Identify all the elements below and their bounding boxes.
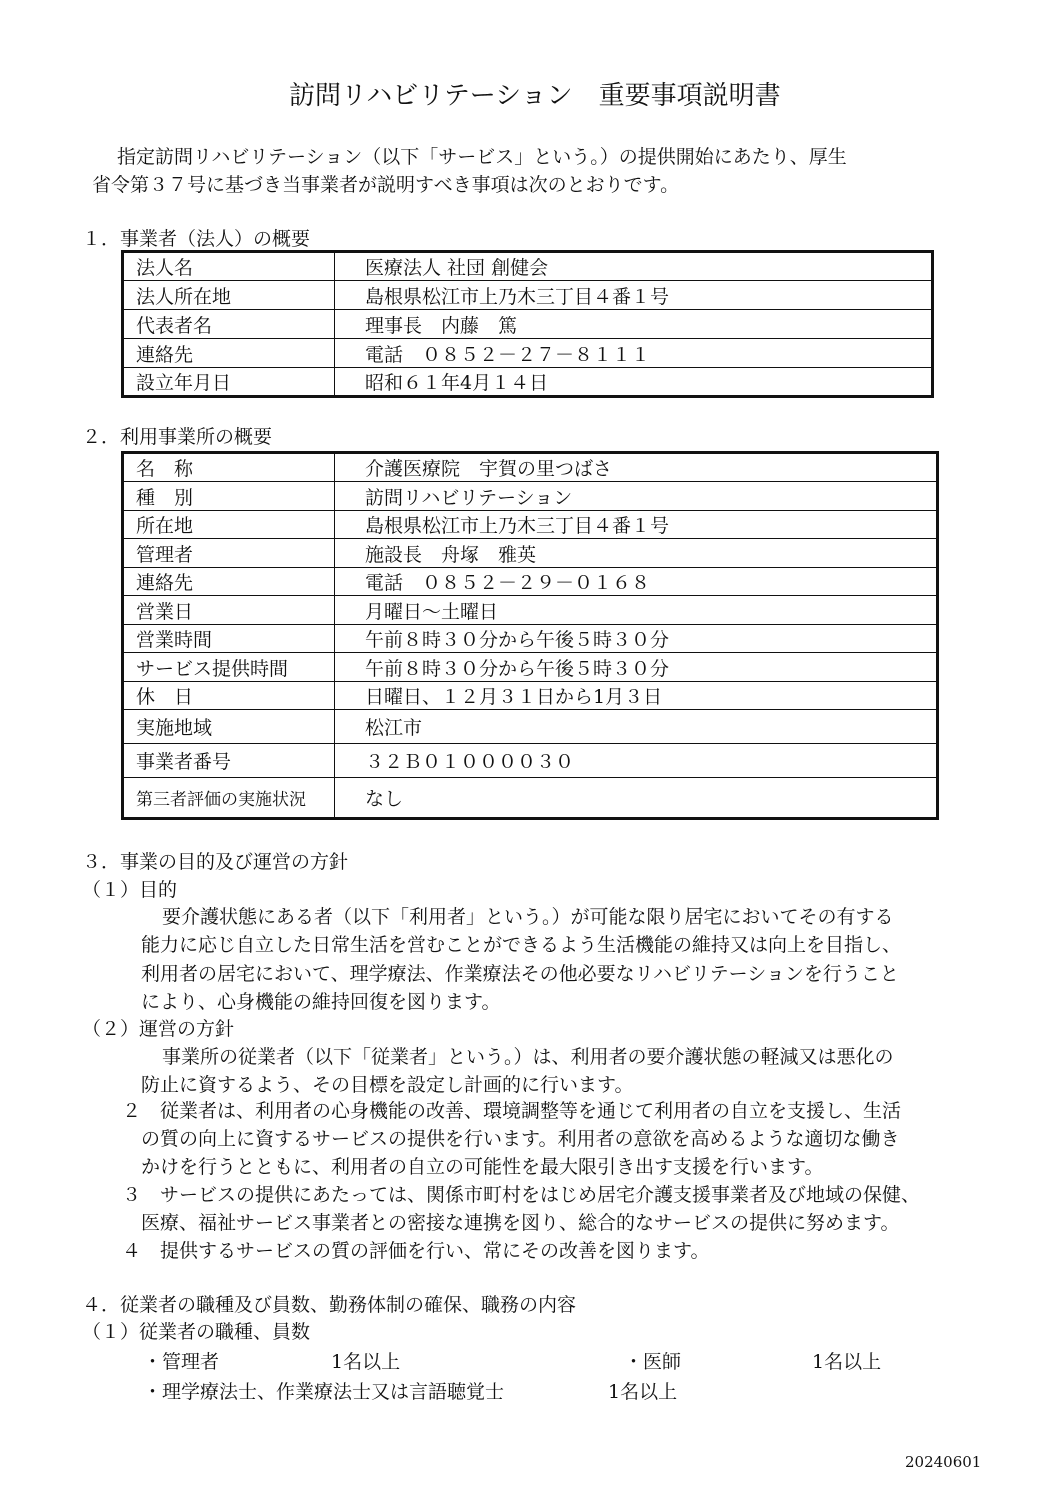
purpose-line: 要介護状態にある者（以下「利用者」という。）が可能な限り居宅においてその有する: [162, 906, 894, 928]
table-row: [123, 596, 938, 625]
staff-role: ・理学療法士、作業療法士又は言語聴覚士: [143, 1381, 505, 1403]
row-value: 電話 ０８５２－２９－０１６８: [335, 568, 938, 596]
row-value: 昭和６１年4月１４日: [335, 368, 933, 397]
row-value: 松江市: [335, 710, 938, 744]
table-row: [123, 482, 938, 511]
staff-count: 1名以上: [812, 1351, 882, 1373]
staff-count: 1名以上: [331, 1351, 401, 1373]
row-value: 島根県松江市上乃木三丁目４番１号: [335, 281, 933, 310]
row-value: 日曜日、１２月３１日から1月３日: [335, 682, 938, 710]
row-label: サービス提供時間: [123, 653, 335, 682]
policy-line: かけを行うとともに、利用者の自立の可能性を最大限引き出す支援を行います。: [141, 1156, 824, 1178]
policy-line: 事業所の従業者（以下「従業者」という。）は、利用者の要介護状態の軽減又は悪化の: [162, 1046, 894, 1068]
row-value: 月曜日～土曜日: [335, 596, 938, 625]
table-row: [123, 511, 938, 539]
row-value: なし: [335, 778, 938, 819]
policy-heading: （２）運営の方針: [82, 1018, 235, 1040]
intro-line-1: 指定訪問リハビリテーション（以下「サービス」という。）の提供開始にあたり、厚生: [117, 146, 847, 168]
footer-code: 20240601: [905, 1453, 982, 1471]
table-row: [123, 539, 938, 568]
row-label: 休 日: [123, 682, 335, 710]
row-value: 午前８時３０分から午後５時３０分: [335, 653, 938, 682]
table-row: [123, 744, 938, 778]
row-label: 第三者評価の実施状況: [123, 778, 335, 819]
table-row: [123, 310, 933, 339]
row-label: 法人所在地: [123, 281, 335, 310]
policy-line: 防止に資するよう、その目標を設定し計画的に行います。: [141, 1074, 634, 1096]
purpose-heading: （１）目的: [82, 879, 178, 901]
row-label: 種 別: [123, 482, 335, 511]
row-value: 施設長 舟塚 雅英: [335, 539, 938, 568]
page-title: 訪問リハビリテーション 重要事項説明書: [289, 81, 781, 111]
policy-line: ３ サービスの提供にあたっては、関係市町村をはじめ居宅介護支援事業者及び地域の保健、: [122, 1184, 921, 1206]
row-label: 営業時間: [123, 625, 335, 653]
row-label: 名 称: [123, 453, 335, 482]
table-row: [123, 339, 933, 368]
section4-heading: ４．従業者の職種及び員数、勤務体制の確保、職務の内容: [82, 1294, 577, 1316]
row-label: 営業日: [123, 596, 335, 625]
table-row: [123, 368, 933, 397]
row-label: 連絡先: [123, 568, 335, 596]
staff-role: ・管理者: [143, 1351, 220, 1373]
intro-line-2: 省令第３７号に基づき当事業者が説明すべき事項は次のとおりです。: [92, 174, 680, 196]
row-value: 介護医療院 宇賀の里つばさ: [335, 453, 938, 482]
row-value: 電話 ０８５２－２７－８１１１: [335, 339, 933, 368]
row-value: 午前８時３０分から午後５時３０分: [335, 625, 938, 653]
row-value: 理事長 内藤 篤: [335, 310, 933, 339]
policy-line: の質の向上に資するサービスの提供を行います。利用者の意欲を高めるような適切な働き: [141, 1128, 900, 1150]
section2-heading: ２．利用事業所の概要: [82, 426, 273, 448]
policy-line: ４ 提供するサービスの質の評価を行い、常にその改善を図ります。: [122, 1240, 710, 1262]
table-row: [123, 453, 938, 482]
table-row: [123, 568, 938, 596]
table-row: [123, 653, 938, 682]
office-table: [121, 451, 939, 820]
corporation-table: [121, 250, 934, 398]
section1-heading: １．事業者（法人）の概要: [82, 228, 311, 250]
policy-line: ２ 従業者は、利用者の心身機能の改善、環境調整等を通じて利用者の自立を支援し、生活: [122, 1100, 902, 1122]
staff-role: ・医師: [624, 1351, 682, 1373]
staff-count: 1名以上: [608, 1381, 678, 1403]
row-label: 所在地: [123, 511, 335, 539]
table-row: [123, 281, 933, 310]
purpose-line: 能力に応じ自立した日常生活を営むことができるよう生活機能の維持又は向上を目指し、: [141, 934, 902, 956]
table-row: [123, 778, 938, 819]
section3-heading: ３．事業の目的及び運営の方針: [82, 851, 349, 873]
row-value: 島根県松江市上乃木三丁目４番１号: [335, 511, 938, 539]
row-label: 管理者: [123, 539, 335, 568]
policy-line: 医療、福祉サービス事業者との密接な連携を図り、総合的なサービスの提供に努めます。: [141, 1212, 900, 1234]
row-value: 訪問リハビリテーション: [335, 482, 938, 511]
row-value: ３２Ｂ０１００００３０: [335, 744, 938, 778]
row-label: 事業者番号: [123, 744, 335, 778]
table-row: [123, 710, 938, 744]
table-row: [123, 625, 938, 653]
row-label: 代表者名: [123, 310, 335, 339]
purpose-line: 利用者の居宅において、理学療法、作業療法その他必要なリハビリテーションを行うこと: [141, 963, 899, 985]
row-label: 法人名: [123, 252, 335, 281]
table-row: [123, 252, 933, 281]
staff-sub-heading: （１）従業者の職種、員数: [82, 1321, 311, 1343]
table-row: [123, 682, 938, 710]
row-label: 実施地域: [123, 710, 335, 744]
row-label: 連絡先: [123, 339, 335, 368]
purpose-line: により、心身機能の維持回復を図ります。: [141, 991, 501, 1013]
row-label: 設立年月日: [123, 368, 335, 397]
row-value: 医療法人 社団 創健会: [335, 252, 933, 281]
